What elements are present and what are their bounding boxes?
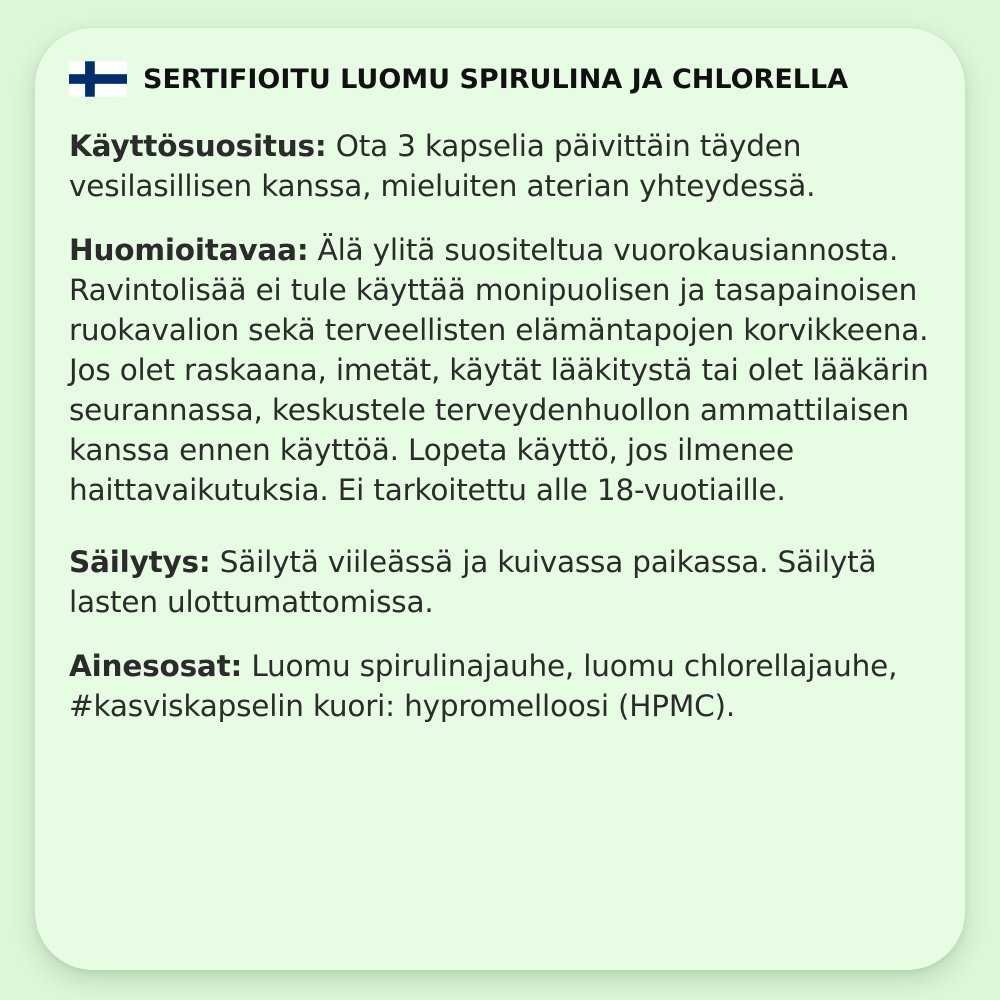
storage-section	[69, 542, 943, 622]
ingredients-text: Luomu spirulinajauhe, luomu chlorellajauhe, #kasviskapselin kuori: hypromelloosi (HPMC).	[69, 649, 898, 723]
ingredients-label: Ainesosat:	[69, 649, 243, 683]
card-title: SERTIFIOITU LUOMU SPIRULINA JA CHLORELLA	[143, 63, 849, 95]
ingredients-section	[69, 646, 943, 726]
usage-label: Käyttösuositus:	[69, 129, 327, 163]
finland-flag-icon	[69, 60, 127, 98]
warnings-section	[69, 230, 943, 510]
card-header	[69, 58, 943, 100]
warnings-text: Älä ylitä suositeltua vuorokausiannosta. Ravintolisää ei tule käyttää monipuolisen ja tasapainoisen ruokavalion sekä terveellisten elämäntapojen korvikkeena. Jos olet raskaana, imetät, käytät lääkitystä tai olet lääkärin seurannassa, keskustele terveydenhuollon ammattilaisen kanssa ennen käyttöä. Lopeta käyttö, jos ilmenee haittavaikutuksia. Ei tarkoitettu alle 18-vuotiaille.	[69, 233, 929, 507]
storage-text: Säilytä viileässä ja kuivassa paikassa. Säilytä lasten ulottumattomissa.	[69, 545, 877, 619]
storage-label: Säilytys:	[69, 545, 211, 579]
info-card	[35, 28, 965, 970]
usage-text: Ota 3 kapselia päivittäin täyden vesilasillisen kanssa, mieluiten aterian yhteydessä.	[69, 129, 816, 203]
usage-section	[69, 126, 943, 206]
warnings-label: Huomioitavaa:	[69, 233, 309, 267]
